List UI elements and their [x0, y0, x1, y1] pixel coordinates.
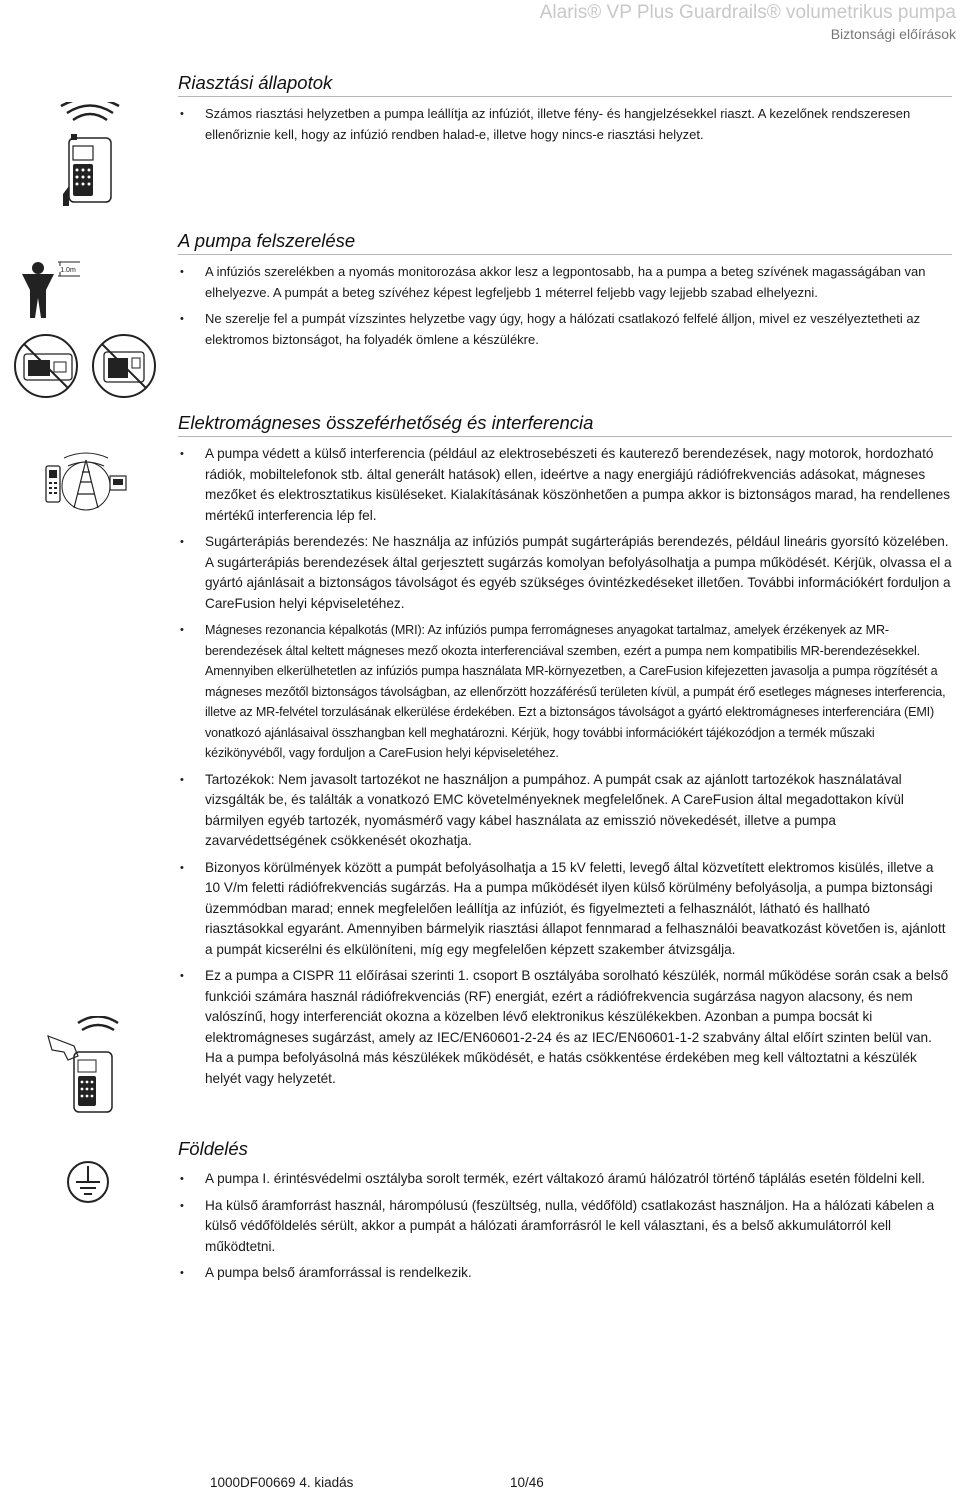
electromagnetic-interference-icon [44, 452, 128, 512]
emc-item-2: • Sugárterápiás berendezés: Ne használja az infúziós pumpát sugárterápiás berendezés, például lineáris gyorsító közelében. A sugárterápiás berendezések által gerjesztett sugárzás komolyan befolyásolhatja a pumpa működését. Kérjük, olvassa el a gyártó ajánlásait a biztonságos távolságot és egyéb szükséges óvintézkedéseket illetően. További információkért forduljon a CareFusion helyi képviseletéhez. [178, 532, 952, 614]
document-title: Alaris® VP Plus Guardrails® volumetrikus pumpa [539, 2, 956, 23]
footer-page-number: 10/46 [510, 1475, 544, 1490]
mounting-section [178, 230, 952, 356]
height-label: 1.0m [60, 267, 76, 274]
pump-radio-waves-icon [44, 1016, 124, 1116]
emc-section [178, 412, 952, 1095]
footer-document-number: 1000DF00669 4. kiadás [210, 1475, 354, 1490]
no-connector-up-icon [90, 332, 158, 400]
no-horizontal-mount-icon [12, 332, 80, 400]
mounting-item-1: • A infúziós szerelékben a nyomás monitorozása akkor lesz a legpontosabb, ha a pumpa a beteg szívének magasságában van elhelyezve. A pumpát a beteg szívéhez képest legfeljebb 1 méterrel feljebb vagy lejjebb szabad elhelyezni. [178, 262, 952, 303]
grounding-list [178, 1169, 952, 1284]
emc-item-5: • Bizonyos körülmények között a pumpát befolyásolhatja a 15 kV feletti, levegő által közvetített elektromos kisülés, illetve a 10 V/m feletti rádiófrekvenciás sugárzás. Ha a pumpa működését ilyen külső körülmény befolyásolja, a pumpa biztonsági üzemmódban marad; ennek megfelelően leállítja az infúziót, és figyelmezteti a felhasználót, látható és hallható riasztásokkal egyaránt. Amennyiben bármelyik riasztási állapot fennmarad a felhasználói beavatkozást követően is, ajánlott a pumpát kicserélni és elkülöníteni, míg egy megfelelően képzett szakember átvizsgálja. [178, 858, 952, 961]
mounting-title: A pumpa felszerelése [178, 230, 952, 255]
mounting-list [178, 262, 952, 350]
emc-item-1: • A pumpa védett a külső interferencia (például az elektrosebészeti és kauterező berendezések, nagy motorok, hordozható rádiók, mobiltelefonok stb. által generált hatások) ellen, ideértve a nagy energiájú rádiófrekvenciás adásokat, mágneses mezőket és elektrosztatikus kisüléseket. Kialakításának köszönhetően a pumpa akkor is biztonságos marad, ha rendellenes mértékű interferencia lép fel. [178, 444, 952, 526]
emc-item-3: • Mágneses rezonancia képalkotás (MRI): Az infúziós pumpa ferromágneses anyagokat tartalmaz, amelyek érzékenyek az MR-berendezések által keltett mágneses mező okozta interferenciával szemben, ezért a pumpa nem kompatibilis MR-berendezésekkel. Amennyiben elkerülhetetlen az infúziós pumpa használata MR-környezetben, a CareFusion kifejezetten javasolja a pumpa rögzítését a mágneses mezőtől biztonságos távolságban, az ellenőrzött hozzáférésű területen kívül, a pumpát érő esetleges mágneses interferencia, illetve az MR-felvétel torzulásának elkerülése érdekében. Ezt a biztonságos távolságot a gyártó elektromágneses interferenciára (EMI) vonatkozó ajánlásaival összhangban kell meghatározni. Kérjük, hogy további információkért tájékozódjon a termék műszaki kézikönyvéből, vagy forduljon a CareFusion helyi képviseletéhez. [178, 620, 952, 764]
grounding-title: Földelés [178, 1138, 248, 1159]
grounding-item-1: • A pumpa I. érintésvédelmi osztályba sorolt termék, ezért váltakozó áramú hálózatról történő táplálás esetén földelni kell. [178, 1169, 952, 1190]
alarm-title: Riasztási állapotok [178, 72, 952, 97]
pump-alarm-icon [55, 102, 125, 212]
mounting-item-2: • Ne szerelje fel a pumpát vízszintes helyzetbe vagy úgy, hogy a hálózati csatlakozó felfelé álljon, mivel ez veszélyeztetheti az elektromos biztonságot, ha folyadék ömlene a készülékre. [178, 309, 952, 350]
emc-title: Elektromágneses összeférhetőség és interferencia [178, 412, 952, 437]
grounding-item-2: • Ha külső áramforrást használ, hárompólusú (feszültség, nulla, védőföld) csatlakozást használjon. Ha a hálózati kábelen a külső védőföldelés sérült, akkor a pumpát a hálózati áramforrásról le kell választani, és a belső akkumulátorról kell működtetni. [178, 1196, 952, 1258]
alarm-section [178, 72, 952, 151]
alarm-item-1: • Számos riasztási helyzetben a pumpa leállítja az infúziót, illetve fény- és hangjelzésekkel riaszt. A kezelőnek rendszeresen ellenőriznie kell, hogy az infúzió rendben halad-e, illetve hogy nincs-e riasztási helyzet. [178, 104, 952, 145]
protective-earth-icon [66, 1160, 110, 1204]
patient-height-icon [18, 258, 84, 324]
grounding-section [178, 1138, 952, 1290]
alarm-list [178, 104, 952, 145]
document-subtitle: Biztonsági előírások [830, 26, 956, 42]
emc-list [178, 444, 952, 1089]
emc-item-6: • Ez a pumpa a CISPR 11 előírásai szerinti 1. csoport B osztályába sorolható készülék, normál működése során csak a belső funkciói számára használ rádiófrekvenciás (RF) energiát, ezért a rádiófrekvencia sugárzása nagyon alacsony, és nem valószínű, hogy interferenciát okozna a közelben lévő elektronikus készülékekben. Azonban a pumpa bocsát ki elektromágneses sugárzást, amely az IEC/EN60601-2-24 és az IEC/EN60601-1-2 szabvány által előírt szinten belül van. Ha a pumpa befolyásolná más készülékek működését, e hatás csökkentése érdekében meg kell változtatni a készülék helyét vagy helyzetét. [178, 966, 952, 1089]
grounding-item-3: • A pumpa belső áramforrással is rendelkezik. [178, 1263, 952, 1284]
emc-item-4: • Tartozékok: Nem javasolt tartozékot ne használjon a pumpához. A pumpát csak az ajánlott tartozékok használatával vizsgálták be, és találták a vonatkozó EMC követelményeknek megfelelőnek. A CareFusion által megadottakon kívül bármilyen egyéb tartozék, nyomásmérő vagy kábel használata az emisszió növekedését, illetve a pumpa zavarvédettségének csökkenését okozhatja. [178, 770, 952, 852]
